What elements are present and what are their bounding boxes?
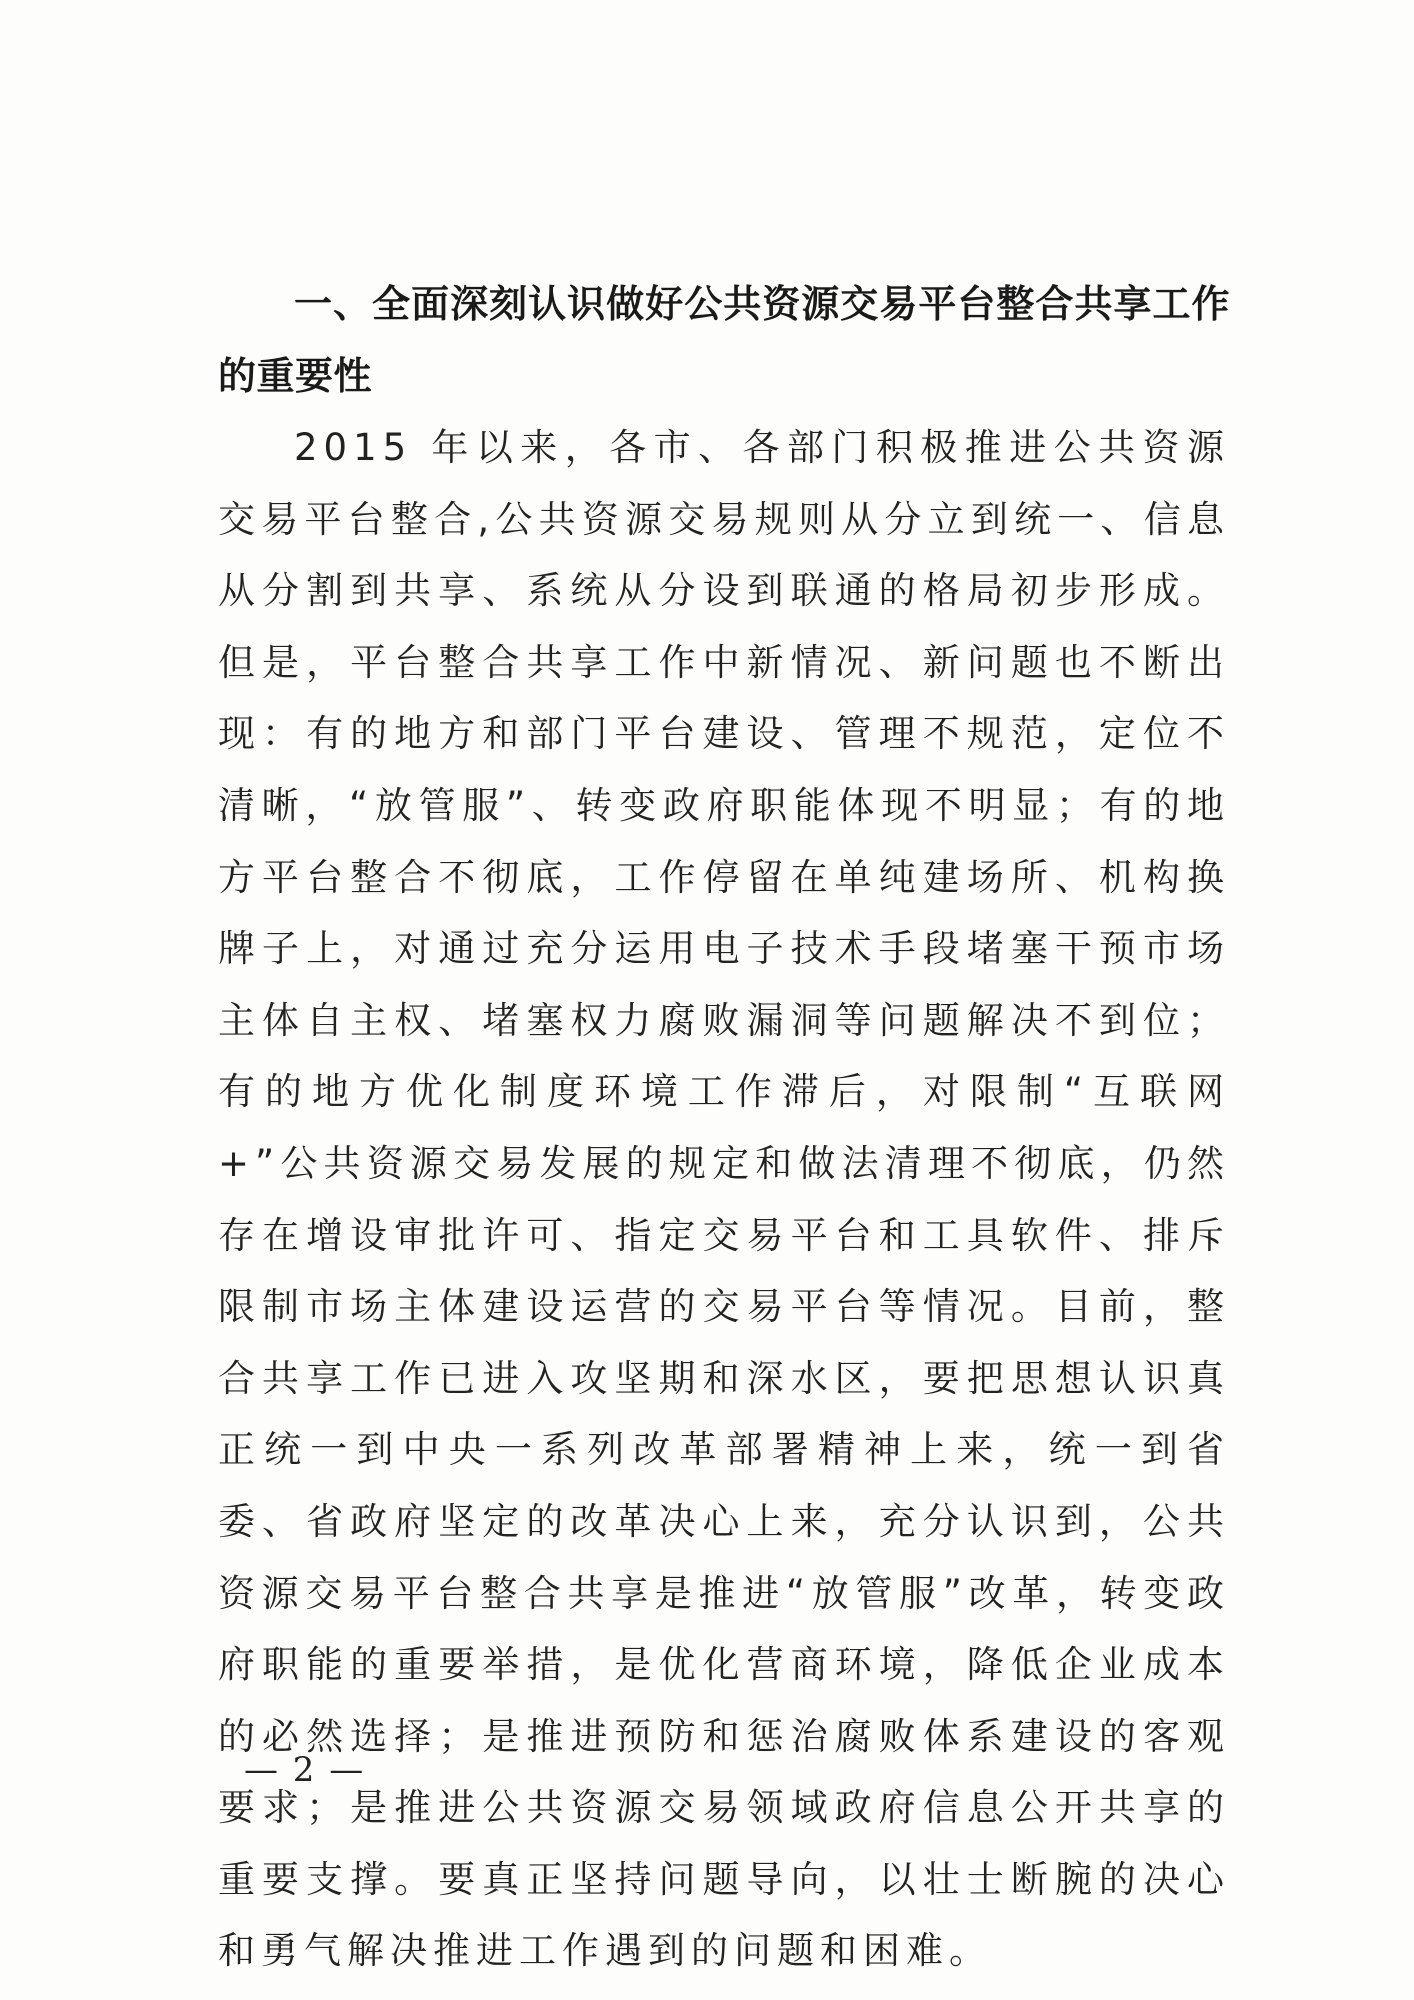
page-number: — 2 — (244, 1750, 366, 1790)
page-content (218, 268, 1230, 1987)
body-paragraph: 2015 年以来，各市、各部门积极推进公共资源交易平台整合,公共资源交易规则从分立到统一、信息从分割到共享、系统从分设到联通的格局初步形成。但是，平台整合共享工作中新情况、新问题也不断出现：有的地方和部门平台建设、管理不规范，定位不清晰，“放管服”、转变政府职能体现不明显；有的地方平台整合不彻底，工作停留在单纯建场所、机构换牌子上，对通过充分运用电子技术手段堵塞干预市场主体自主权、堵塞权力腐败漏洞等问题解决不到位；有的地方优化制度环境工作滞后，对限制“互联网+”公共资源交易发展的规定和做法清理不彻底，仍然存在增设审批许可、指定交易平台和工具软件、排斥限制市场主体建设运营的交易平台等情况。目前，整合共享工作已进入攻坚期和深水区，要把思想认识真正统一到中央一系列改革部署精神上来，统一到省委、省政府坚定的改革决心上来，充分认识到，公共资源交易平台整合共享是推进“放管服”改革，转变政府职能的重要举措，是优化营商环境，降低企业成本的必然选择；是推进预防和惩治腐败体系建设的客观要求；是推进公共资源交易领域政府信息公开共享的重要支撑。要真正坚持问题导向，以壮士断腕的决心和勇气解决推进工作遇到的问题和困难。 (218, 426, 1230, 1973)
section-heading: 一、全面深刻认识做好公共资源交易平台整合共享工作的重要性 (218, 282, 1230, 398)
